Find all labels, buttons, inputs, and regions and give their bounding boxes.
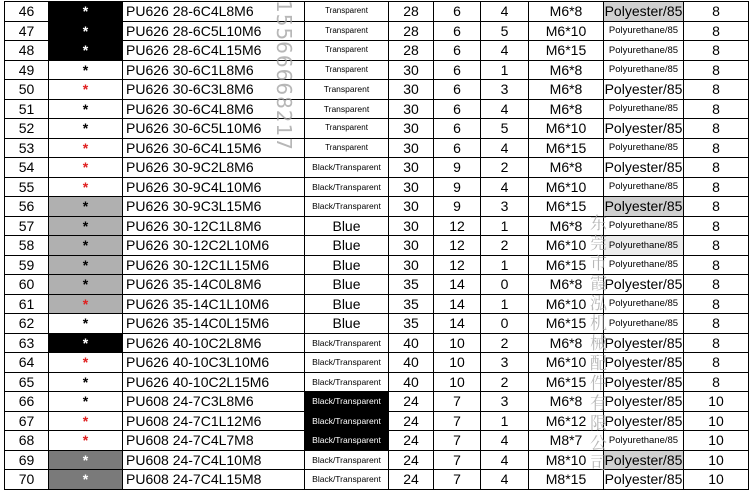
table-row — [5, 314, 749, 334]
thread-cell: M6*12 — [529, 411, 604, 431]
mark-cell: * — [49, 314, 123, 334]
thread-cell: M6*8 — [529, 158, 604, 178]
part-code-cell: PU626 35-14C0L8M6 — [123, 275, 305, 295]
row-number-cell: 62 — [5, 314, 49, 334]
dimension-3-cell: 4 — [481, 41, 529, 61]
dimension-3-cell: 5 — [481, 119, 529, 139]
part-code-cell: PU626 28-6C4L8M6 — [123, 2, 305, 22]
color-cell: Black/Transparent — [305, 197, 389, 217]
row-number-cell: 46 — [5, 2, 49, 22]
dimension-3-cell: 4 — [481, 2, 529, 22]
dimension-2-cell: 7 — [434, 411, 481, 431]
table-row — [5, 236, 749, 256]
row-number-cell: 59 — [5, 255, 49, 275]
part-code-cell: PU626 40-10C3L10M6 — [123, 353, 305, 373]
part-code-cell: PU626 30-12C1L8M6 — [123, 216, 305, 236]
table-row — [5, 411, 749, 431]
table-row — [5, 470, 749, 490]
material-cell: Polyurethane/85 — [604, 177, 684, 197]
table-row — [5, 255, 749, 275]
color-cell: Transparent — [305, 2, 389, 22]
mark-cell: * — [49, 450, 123, 470]
dimension-1-cell: 28 — [389, 21, 434, 41]
part-code-cell: PU626 30-6C4L15M6 — [123, 138, 305, 158]
dimension-3-cell: 4 — [481, 177, 529, 197]
material-cell: Polyester/85 — [604, 3, 683, 20]
mark-cell: * — [49, 216, 123, 236]
row-number-cell: 66 — [5, 392, 49, 412]
table-row — [5, 60, 749, 80]
thread-cell: M6*8 — [529, 275, 604, 295]
material-cell: Polyester/85 — [604, 471, 683, 488]
part-code-cell: PU626 28-6C5L10M6 — [123, 21, 305, 41]
table-row — [5, 2, 749, 22]
part-code-cell: PU626 30-6C5L10M6 — [123, 119, 305, 139]
row-number-cell: 53 — [5, 138, 49, 158]
dimension-1-cell: 30 — [389, 119, 434, 139]
mark-cell: * — [49, 333, 123, 353]
quantity-cell: 10 — [684, 470, 749, 490]
dimension-3-cell: 0 — [481, 275, 529, 295]
material-cell: Polyurethane/85 — [604, 294, 684, 314]
dimension-1-cell: 40 — [389, 333, 434, 353]
dimension-1-cell: 24 — [389, 450, 434, 470]
dimension-3-cell: 5 — [481, 21, 529, 41]
dimension-1-cell: 30 — [389, 197, 434, 217]
dimension-2-cell: 7 — [434, 470, 481, 490]
mark-cell: * — [49, 236, 123, 256]
row-number-cell: 55 — [5, 177, 49, 197]
quantity-cell: 8 — [684, 294, 749, 314]
dimension-2-cell: 6 — [434, 80, 481, 100]
material-cell: Polyurethane/85 — [604, 21, 684, 41]
dimension-2-cell: 14 — [434, 314, 481, 334]
dimension-1-cell: 30 — [389, 138, 434, 158]
dimension-2-cell: 10 — [434, 372, 481, 392]
material-cell: Polyester/85 — [604, 159, 683, 176]
material-cell: Polyurethane/85 — [604, 314, 684, 334]
part-code-cell: PU626 35-14C0L15M6 — [123, 314, 305, 334]
quantity-cell: 8 — [684, 197, 749, 217]
dimension-2-cell: 12 — [434, 216, 481, 236]
mark-cell: * — [49, 197, 123, 217]
part-code-cell: PU608 24-7C4L10M8 — [123, 450, 305, 470]
mark-cell: * — [49, 60, 123, 80]
table-row — [5, 353, 749, 373]
thread-cell: M6*10 — [529, 177, 604, 197]
part-code-cell: PU608 24-7C4L7M8 — [123, 431, 305, 451]
dimension-2-cell: 12 — [434, 255, 481, 275]
row-number-cell: 64 — [5, 353, 49, 373]
thread-cell: M6*15 — [529, 314, 604, 334]
quantity-cell: 10 — [684, 450, 749, 470]
material-cell: Polyester/85 — [604, 81, 683, 98]
table-row — [5, 21, 749, 41]
quantity-cell: 8 — [684, 2, 749, 22]
mark-cell: * — [49, 138, 123, 158]
dimension-2-cell: 7 — [434, 392, 481, 412]
dimension-1-cell: 28 — [389, 2, 434, 22]
part-code-cell: PU626 30-9C3L15M6 — [123, 197, 305, 217]
part-code-cell: PU626 28-6C4L15M6 — [123, 41, 305, 61]
quantity-cell: 8 — [684, 99, 749, 119]
row-number-cell: 54 — [5, 158, 49, 178]
part-code-cell: PU626 30-9C2L8M6 — [123, 158, 305, 178]
dimension-3-cell: 3 — [481, 392, 529, 412]
watermark-phone: 15566668217 — [272, 0, 296, 151]
dimension-3-cell: 4 — [481, 138, 529, 158]
dimension-3-cell: 4 — [481, 450, 529, 470]
quantity-cell: 10 — [684, 411, 749, 431]
quantity-cell: 8 — [684, 353, 749, 373]
color-cell: Blue — [305, 255, 389, 275]
row-number-cell: 69 — [5, 450, 49, 470]
table-row — [5, 99, 749, 119]
mark-cell: * — [49, 21, 123, 41]
mark-cell: * — [49, 353, 123, 373]
part-code-cell: PU608 24-7C1L12M6 — [123, 411, 305, 431]
color-cell: Blue — [305, 275, 389, 295]
thread-cell: M6*15 — [529, 138, 604, 158]
material-cell: Polyester/85 — [604, 354, 683, 371]
color-cell: Black/Transparent — [305, 431, 389, 451]
mark-cell: * — [49, 392, 123, 412]
row-number-cell: 70 — [5, 470, 49, 490]
material-cell: Polyester/85 — [604, 451, 683, 468]
thread-cell: M6*8 — [529, 99, 604, 119]
dimension-1-cell: 30 — [389, 255, 434, 275]
quantity-cell: 8 — [684, 255, 749, 275]
part-code-cell: PU626 40-10C2L15M6 — [123, 372, 305, 392]
material-cell: Polyester/85 — [604, 334, 683, 351]
dimension-1-cell: 24 — [389, 431, 434, 451]
quantity-cell: 10 — [684, 431, 749, 451]
table-row — [5, 372, 749, 392]
thread-cell: M8*10 — [529, 450, 604, 470]
thread-cell: M6*15 — [529, 255, 604, 275]
dimension-2-cell: 6 — [434, 99, 481, 119]
thread-cell: M6*8 — [529, 60, 604, 80]
mark-cell: * — [49, 99, 123, 119]
dimension-2-cell: 10 — [434, 333, 481, 353]
thread-cell: M6*10 — [529, 294, 604, 314]
dimension-2-cell: 10 — [434, 353, 481, 373]
dimension-1-cell: 24 — [389, 470, 434, 490]
dimension-2-cell: 9 — [434, 158, 481, 178]
color-cell: Blue — [305, 236, 389, 256]
color-cell: Transparent — [305, 80, 389, 100]
part-code-cell: PU608 24-7C3L8M6 — [123, 392, 305, 412]
part-code-cell: PU626 30-6C1L8M6 — [123, 60, 305, 80]
dimension-2-cell: 14 — [434, 275, 481, 295]
thread-cell: M6*10 — [529, 236, 604, 256]
quantity-cell: 8 — [684, 177, 749, 197]
dimension-1-cell: 30 — [389, 177, 434, 197]
row-number-cell: 47 — [5, 21, 49, 41]
material-cell: Polyester/85 — [604, 120, 683, 137]
color-cell: Transparent — [305, 60, 389, 80]
dimension-1-cell: 24 — [389, 392, 434, 412]
color-cell: Transparent — [305, 138, 389, 158]
material-cell: Polyurethane/85 — [604, 60, 684, 80]
quantity-cell: 8 — [684, 314, 749, 334]
dimension-2-cell: 6 — [434, 2, 481, 22]
mark-cell: * — [49, 470, 123, 490]
row-number-cell: 60 — [5, 275, 49, 295]
dimension-3-cell: 2 — [481, 333, 529, 353]
thread-cell: M8*7 — [529, 431, 604, 451]
table-row — [5, 177, 749, 197]
color-cell: Black/Transparent — [305, 333, 389, 353]
quantity-cell: 8 — [684, 41, 749, 61]
material-cell: Polyurethane/85 — [604, 99, 684, 119]
quantity-cell: 8 — [684, 236, 749, 256]
table-row — [5, 333, 749, 353]
row-number-cell: 63 — [5, 333, 49, 353]
dimension-3-cell: 1 — [481, 216, 529, 236]
color-cell: Blue — [305, 216, 389, 236]
row-number-cell: 57 — [5, 216, 49, 236]
material-cell: Polyester/85 — [604, 373, 683, 390]
dimension-2-cell: 12 — [434, 236, 481, 256]
color-cell: Black/Transparent — [305, 158, 389, 178]
thread-cell: M6*10 — [529, 353, 604, 373]
table-row — [5, 119, 749, 139]
material-cell: Polyester/85 — [604, 412, 683, 429]
material-cell: Polyurethane/85 — [604, 431, 684, 451]
dimension-3-cell: 4 — [481, 431, 529, 451]
thread-cell: M6*10 — [529, 119, 604, 139]
table-row — [5, 431, 749, 451]
dimension-2-cell: 7 — [434, 431, 481, 451]
part-code-cell: PU626 30-12C1L15M6 — [123, 255, 305, 275]
table-row — [5, 80, 749, 100]
row-number-cell: 67 — [5, 411, 49, 431]
dimension-2-cell: 6 — [434, 21, 481, 41]
quantity-cell: 8 — [684, 216, 749, 236]
mark-cell: * — [49, 2, 123, 22]
dimension-3-cell: 0 — [481, 314, 529, 334]
color-cell: Black/Transparent — [305, 470, 389, 490]
material-cell: Polyester/85 — [604, 393, 683, 410]
material-cell: Polyurethane/85 — [604, 236, 684, 256]
color-cell: Transparent — [305, 41, 389, 61]
row-number-cell: 61 — [5, 294, 49, 314]
part-code-cell: PU608 24-7C4L15M8 — [123, 470, 305, 490]
row-number-cell: 58 — [5, 236, 49, 256]
row-number-cell: 49 — [5, 60, 49, 80]
dimension-1-cell: 30 — [389, 216, 434, 236]
row-number-cell: 56 — [5, 197, 49, 217]
dimension-3-cell: 1 — [481, 294, 529, 314]
dimension-1-cell: 30 — [389, 99, 434, 119]
mark-cell: * — [49, 275, 123, 295]
thread-cell: M6*8 — [529, 392, 604, 412]
mark-cell: * — [49, 372, 123, 392]
material-cell: Polyurethane/85 — [604, 41, 684, 61]
mark-cell: * — [49, 158, 123, 178]
thread-cell: M6*8 — [529, 216, 604, 236]
material-cell: Polyurethane/85 — [604, 255, 684, 275]
mark-cell: * — [49, 119, 123, 139]
thread-cell: M6*15 — [529, 41, 604, 61]
material-cell: Polyurethane/85 — [604, 138, 684, 158]
dimension-3-cell: 2 — [481, 236, 529, 256]
dimension-1-cell: 30 — [389, 60, 434, 80]
mark-cell: * — [49, 41, 123, 61]
watermark-company: 东莞市霞泓机械配件有限公司 — [586, 214, 606, 474]
table-row — [5, 275, 749, 295]
table-row — [5, 216, 749, 236]
material-cell: Polyester/85 — [604, 276, 683, 293]
row-number-cell: 50 — [5, 80, 49, 100]
material-cell: Polyester/85 — [604, 198, 683, 215]
mark-cell: * — [49, 431, 123, 451]
dimension-3-cell: 3 — [481, 80, 529, 100]
quantity-cell: 8 — [684, 138, 749, 158]
part-code-cell: PU626 30-6C3L8M6 — [123, 80, 305, 100]
dimension-2-cell: 9 — [434, 177, 481, 197]
color-cell: Transparent — [305, 21, 389, 41]
color-cell: Blue — [305, 314, 389, 334]
row-number-cell: 52 — [5, 119, 49, 139]
dimension-1-cell: 28 — [389, 41, 434, 61]
quantity-cell: 8 — [684, 80, 749, 100]
dimension-1-cell: 30 — [389, 80, 434, 100]
table-row — [5, 392, 749, 412]
table-row — [5, 450, 749, 470]
part-code-cell: PU626 35-14C1L10M6 — [123, 294, 305, 314]
mark-cell: * — [49, 80, 123, 100]
dimension-2-cell: 6 — [434, 41, 481, 61]
mark-cell: * — [49, 255, 123, 275]
product-table-body — [5, 2, 749, 490]
quantity-cell: 8 — [684, 275, 749, 295]
color-cell: Black/Transparent — [305, 450, 389, 470]
thread-cell: M6*10 — [529, 21, 604, 41]
dimension-2-cell: 6 — [434, 138, 481, 158]
dimension-3-cell: 1 — [481, 60, 529, 80]
dimension-1-cell: 40 — [389, 353, 434, 373]
dimension-3-cell: 1 — [481, 411, 529, 431]
color-cell: Black/Transparent — [305, 353, 389, 373]
quantity-cell: 10 — [684, 392, 749, 412]
thread-cell: M6*15 — [529, 197, 604, 217]
dimension-1-cell: 35 — [389, 275, 434, 295]
dimension-2-cell: 7 — [434, 450, 481, 470]
dimension-1-cell: 30 — [389, 158, 434, 178]
dimension-3-cell: 2 — [481, 158, 529, 178]
material-cell: Polyurethane/85 — [604, 216, 684, 236]
dimension-3-cell: 4 — [481, 99, 529, 119]
table-row — [5, 197, 749, 217]
mark-cell: * — [49, 177, 123, 197]
row-number-cell: 51 — [5, 99, 49, 119]
quantity-cell: 8 — [684, 333, 749, 353]
quantity-cell: 8 — [684, 60, 749, 80]
dimension-1-cell: 35 — [389, 294, 434, 314]
dimension-3-cell: 3 — [481, 197, 529, 217]
thread-cell: M8*15 — [529, 470, 604, 490]
dimension-3-cell: 1 — [481, 255, 529, 275]
row-number-cell: 65 — [5, 372, 49, 392]
dimension-1-cell: 24 — [389, 411, 434, 431]
quantity-cell: 8 — [684, 158, 749, 178]
color-cell: Transparent — [305, 119, 389, 139]
table-row — [5, 138, 749, 158]
part-code-cell: PU626 30-12C2L10M6 — [123, 236, 305, 256]
row-number-cell: 48 — [5, 41, 49, 61]
part-code-cell: PU626 30-9C4L10M6 — [123, 177, 305, 197]
mark-cell: * — [49, 411, 123, 431]
color-cell: Transparent — [305, 99, 389, 119]
product-table — [4, 1, 749, 490]
mark-cell: * — [49, 294, 123, 314]
color-cell: Black/Transparent — [305, 411, 389, 431]
quantity-cell: 8 — [684, 372, 749, 392]
dimension-1-cell: 30 — [389, 236, 434, 256]
part-code-cell: PU626 30-6C4L8M6 — [123, 99, 305, 119]
dimension-1-cell: 35 — [389, 314, 434, 334]
color-cell: Black/Transparent — [305, 372, 389, 392]
color-cell: Black/Transparent — [305, 177, 389, 197]
dimension-3-cell: 2 — [481, 372, 529, 392]
dimension-2-cell: 6 — [434, 60, 481, 80]
dimension-2-cell: 6 — [434, 119, 481, 139]
dimension-3-cell: 3 — [481, 353, 529, 373]
thread-cell: M6*8 — [529, 333, 604, 353]
table-row — [5, 41, 749, 61]
dimension-2-cell: 9 — [434, 197, 481, 217]
dimension-3-cell: 4 — [481, 470, 529, 490]
part-code-cell: PU626 40-10C2L8M6 — [123, 333, 305, 353]
table-row — [5, 294, 749, 314]
quantity-cell: 8 — [684, 21, 749, 41]
color-cell: Blue — [305, 294, 389, 314]
thread-cell: M6*15 — [529, 372, 604, 392]
dimension-2-cell: 14 — [434, 294, 481, 314]
table-row — [5, 158, 749, 178]
thread-cell: M6*8 — [529, 80, 604, 100]
row-number-cell: 68 — [5, 431, 49, 451]
color-cell: Black/Transparent — [305, 392, 389, 412]
thread-cell: M6*8 — [529, 2, 604, 22]
dimension-1-cell: 40 — [389, 372, 434, 392]
quantity-cell: 8 — [684, 119, 749, 139]
